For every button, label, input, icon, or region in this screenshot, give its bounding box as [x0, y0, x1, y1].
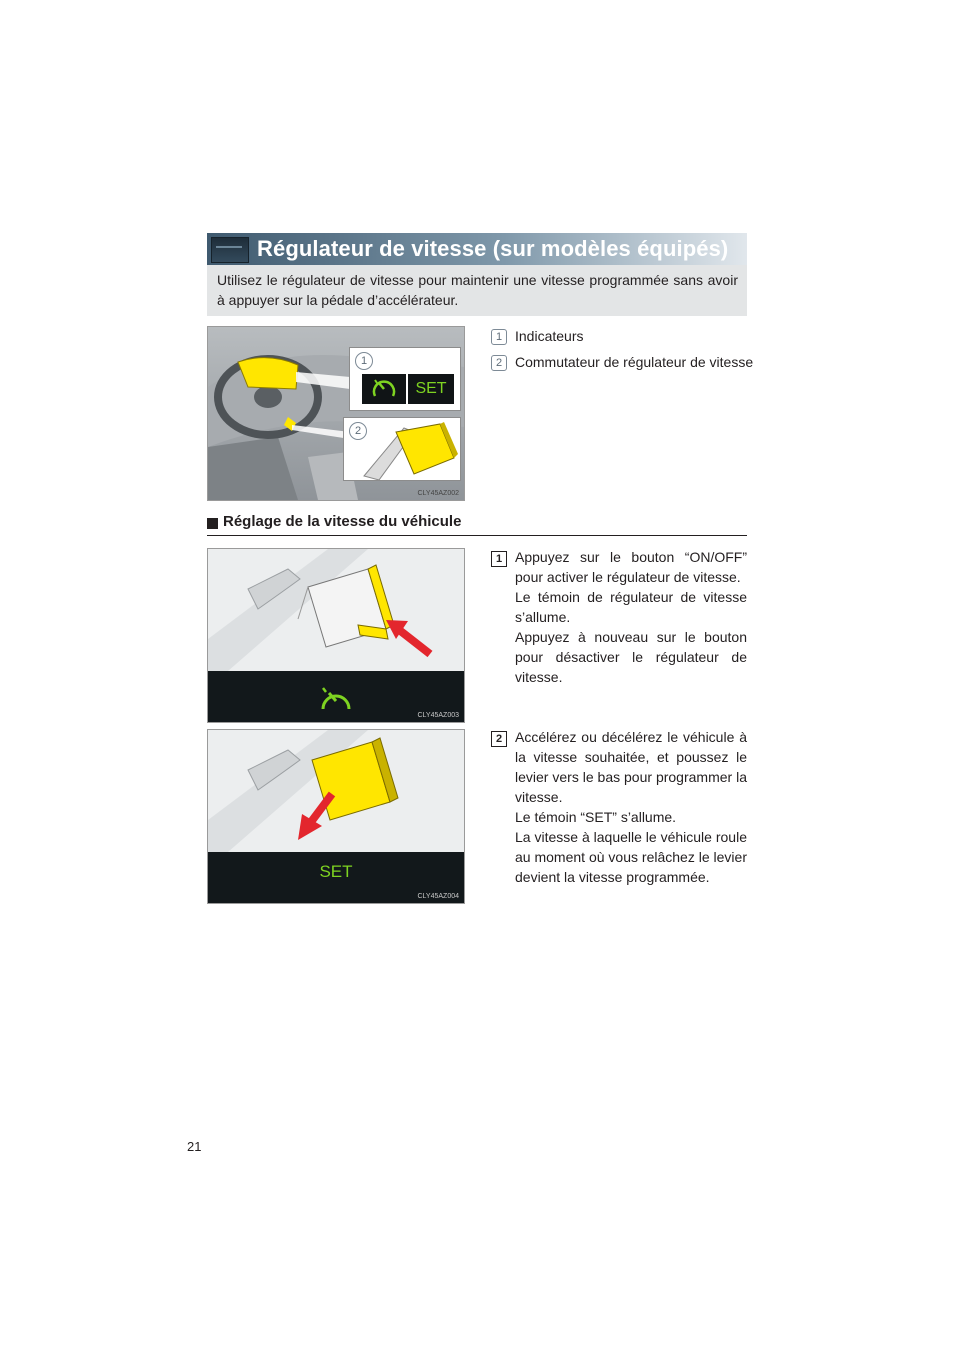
cruise-gauge-icon — [362, 374, 406, 404]
page-number: 21 — [187, 1139, 202, 1154]
step-2-paragraph-1: Accélérez ou décélérez le véhicule à la vitesse souhaitée, et poussez le levier vers le bas pour programmer la vitesse. — [515, 729, 747, 805]
callout-badge-1: 1 — [355, 352, 373, 370]
step-2-text — [515, 727, 747, 887]
intro-text: Utilisez le régulateur de vitesse pour maintenir une vitesse programmée sans avoir à appuyer sur la pédale d’accélérateur. — [217, 272, 738, 308]
cruise-indicator-display — [362, 374, 406, 404]
callout-number-2: 2 — [491, 355, 507, 371]
callout-badge-2: 2 — [349, 422, 367, 440]
figure-caption: CLY45AZ004 — [417, 893, 459, 900]
step-2-figure — [207, 729, 465, 904]
step-1-text — [515, 547, 747, 687]
set-indicator-display: SET — [408, 374, 454, 404]
lever-onoff-illustration — [208, 549, 464, 722]
figure-caption: CLY45AZ003 — [417, 712, 459, 719]
step-2-paragraph-2: Le témoin “SET” s’allume. — [515, 809, 677, 825]
set-indicator-text: SET — [319, 862, 353, 881]
step-1-paragraph-2: Le témoin de régulateur de vitesse s’allume. — [515, 589, 747, 625]
step-2-paragraph-3: La vitesse à laquelle le véhicule roule au moment où vous relâchez le levier devient la vitesse programmée. — [515, 829, 747, 885]
step-1-figure — [207, 548, 465, 723]
indicator-inset — [349, 347, 461, 411]
lever-inset — [343, 417, 461, 481]
page-title: Régulateur de vitesse (sur modèles équipés) — [257, 236, 729, 261]
figure-caption: CLY45AZ002 — [417, 490, 459, 497]
callout-number-1: 1 — [491, 329, 507, 345]
section-divider — [207, 535, 747, 536]
section-bullet-icon — [207, 518, 218, 529]
step-number-1: 1 — [491, 551, 507, 567]
overview-figure — [207, 326, 465, 501]
callout-label-indicators: Indicateurs — [515, 328, 584, 344]
callout-label-switch: Commutateur de régulateur de vitesse — [515, 354, 754, 370]
header-logo-icon — [211, 237, 249, 263]
section-title: Réglage de la vitesse du véhicule — [223, 513, 462, 530]
step-1-paragraph-1: Appuyez sur le bouton “ON/OFF” pour activer le régulateur de vitesse. — [515, 549, 747, 585]
step-1-paragraph-3: Appuyez à nouveau sur le bouton pour désactiver le régulateur de vitesse. — [515, 629, 747, 685]
step-number-2: 2 — [491, 731, 507, 747]
